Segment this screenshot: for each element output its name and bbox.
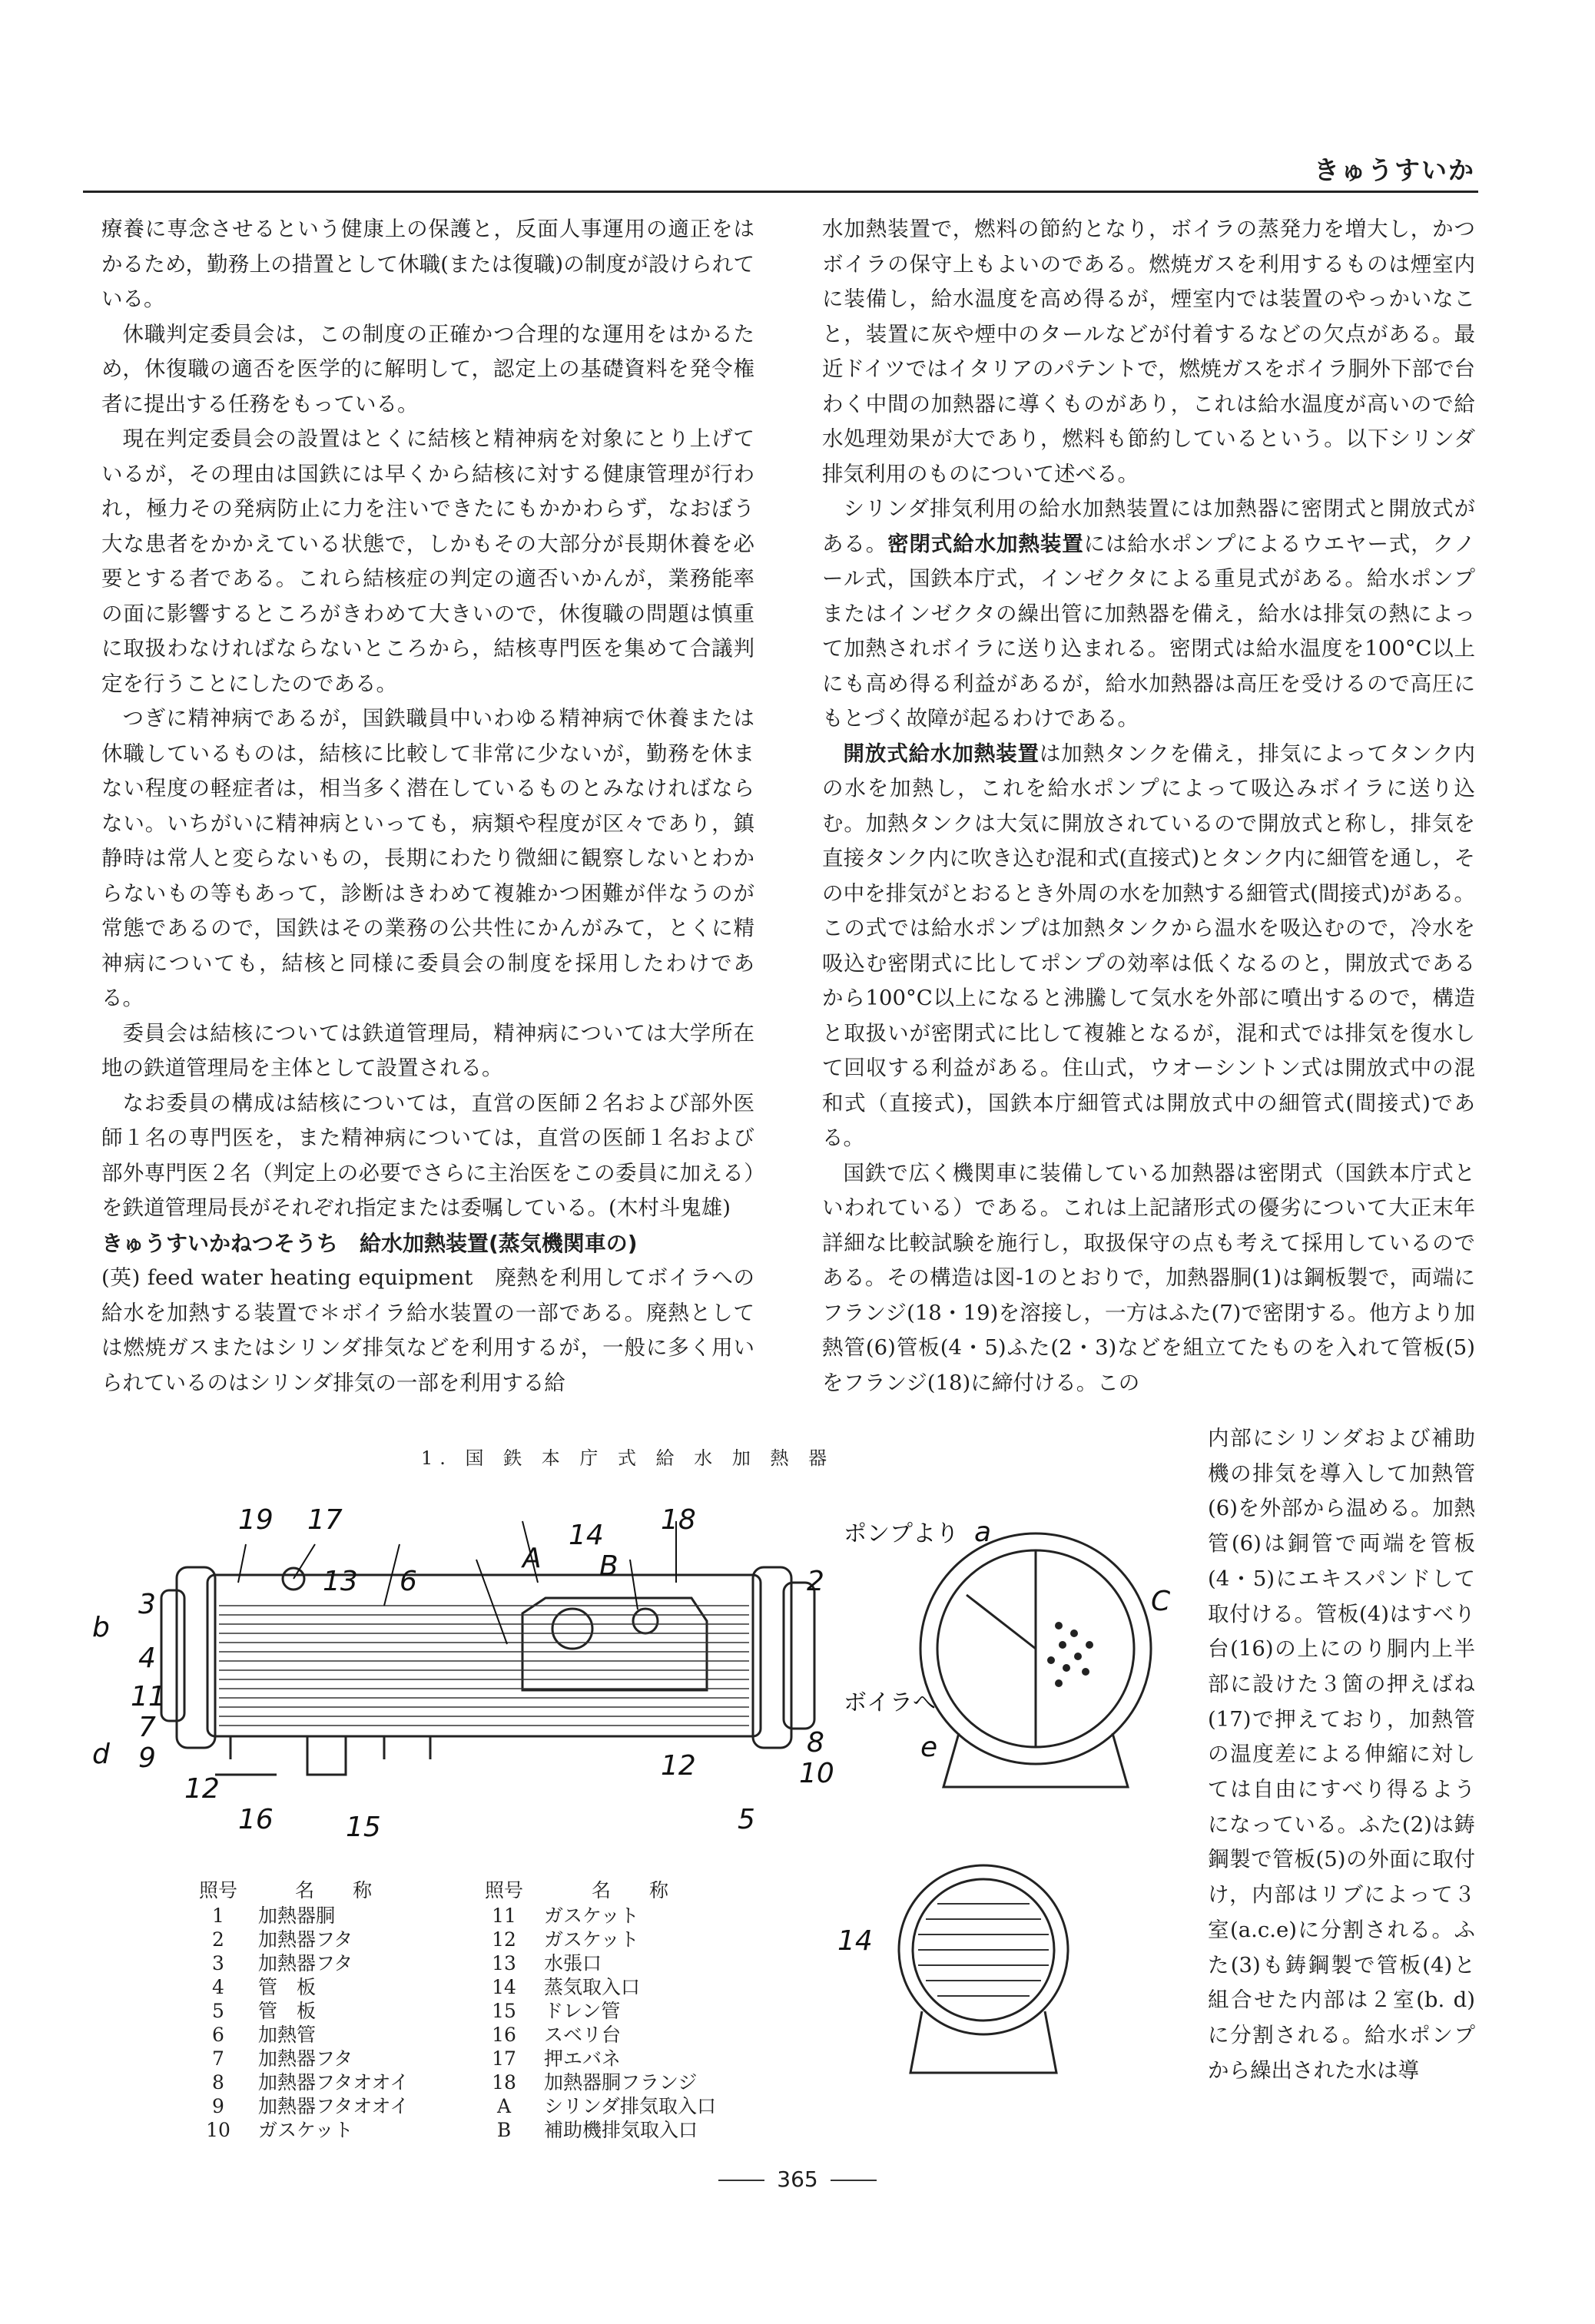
legend-row xyxy=(183,1928,413,1951)
tube-plate-view-drawing xyxy=(837,1842,1083,2096)
heater-end-view-drawing xyxy=(844,1480,1205,1833)
legend-name: 加熱器フタ xyxy=(258,1952,353,1974)
legend-name: ガスケット xyxy=(544,1905,639,1927)
callout-8: 8 xyxy=(807,1727,824,1759)
legend-name: 加熱器フタオオイ xyxy=(258,2095,410,2117)
legend-row xyxy=(469,1951,721,1975)
callout-16: 16 xyxy=(238,1804,274,1835)
legend-row xyxy=(183,1904,413,1928)
callout-15: 15 xyxy=(346,1812,381,1843)
legend-name: 加熱管 xyxy=(258,2024,317,2046)
entry-heading: きゅうすいかねつそうち 給水加熱装置(蒸気機関車の) xyxy=(101,1230,638,1256)
legend-no: 10 xyxy=(206,2119,230,2141)
figure-title: 1. 国 鉄 本 庁 式 給 水 加 熱 器 xyxy=(421,1447,834,1469)
legend-row xyxy=(183,2070,413,2094)
callout-14-lower: 14 xyxy=(837,1925,873,1957)
legend-no: 7 xyxy=(212,2047,224,2070)
running-head: きゅうすいか xyxy=(1314,155,1475,185)
legend-row xyxy=(469,2118,721,2142)
legend-name: 加熱器フタオオイ xyxy=(258,2071,410,2094)
legend-no: 4 xyxy=(212,1976,224,1998)
legend-no: 3 xyxy=(212,1952,224,1974)
paragraph: 休職判定委員会は，この制度の正確かつ合理的な運用をはかるため，休復職の適否を医学的に解明して，認定上の基礎資料を発令権者に提出する任務をもっている。 xyxy=(101,321,754,416)
legend-name: スベリ台 xyxy=(544,2024,622,2046)
paragraph xyxy=(822,492,1475,737)
legend-header-no: 照号 xyxy=(484,1879,523,1901)
legend-no: A xyxy=(496,2095,512,2117)
legend-name: 加熱器胴フランジ xyxy=(544,2071,698,2094)
callout-18: 18 xyxy=(661,1504,696,1536)
legend-row xyxy=(469,2047,721,2070)
legend-name: 押エバネ xyxy=(544,2047,622,2070)
legend-header xyxy=(183,1878,413,1904)
legend-name: 補助機排気取入口 xyxy=(544,2119,698,2141)
legend-no: 11 xyxy=(492,1905,516,1927)
legend-no: 17 xyxy=(492,2047,516,2070)
legend-no: 14 xyxy=(492,1976,516,1998)
callout-b-upper: B xyxy=(599,1550,618,1582)
legend-no: B xyxy=(496,2119,512,2141)
legend-no: 16 xyxy=(492,2024,516,2046)
entry-text: (英) feed water heating equipment 廃熱を利用してボイラへの給水を加熱する装置で＊ボイラ給水装置の一部である。廃熱としては燃焼ガスまたはシリンダ排気などを利用するが，一般に多く用いられているのはシリンダ排気の一部を利用する給 xyxy=(101,1265,754,1395)
legend-no: 8 xyxy=(212,2071,224,2094)
callout-a-upper: A xyxy=(522,1543,542,1574)
boiler-outlet-label: ボイラへ xyxy=(844,1689,936,1716)
legend-no: 15 xyxy=(492,2000,516,2022)
text-run: には給水ポンプによるウエヤー式，クノール式，国鉄本庁式，インゼクタによる重見式がある。給水ポンプまたはインゼクタの繰出管に加熱器を備え，給水は排気の熱によって加熱されボイラに送り込まれる。密閉式は給水温度を100°C以上にも高め得る利益があるが，給水加熱器は高圧を受けるので高圧にもとづく故障が起るわけである。 xyxy=(822,531,1476,731)
legend-name: シリンダ排気取入口 xyxy=(544,2095,717,2117)
legend-no: 18 xyxy=(492,2071,516,2094)
legend-row xyxy=(183,2118,413,2142)
legend-name: 水張口 xyxy=(544,1952,602,1974)
callout-2: 2 xyxy=(807,1566,824,1597)
legend-row xyxy=(469,2094,721,2118)
legend-no: 1 xyxy=(212,1905,224,1927)
legend-row xyxy=(469,1975,721,1999)
legend-no: 9 xyxy=(212,2095,224,2117)
paragraph: 内部にシリンダおよび補助機の排気を導入して加熱管(6)を外部から温める。加熱管(6)は銅管で両端を管板(4・5)にエキスパンドして取付ける。管板(4)はすべり台(16)の上にのり胴内上半部に設けた３箇の押えばね(17)で押えており，加熱管の温度差による伸縮に対しては自由にすべり得るようになっている。ふた(2)は鋳鋼製で管板(5)の外面に取付け，内部はリブによって３室(a.c.e)に分割される。ふた(3)も鋳鋼製で管板(4)と組合せた内部は２室(b. d)に分割される。給水ポンプから繰出された水は導 xyxy=(1208,1426,1475,2083)
legend-row xyxy=(469,1999,721,2023)
callout-7: 7 xyxy=(138,1712,156,1743)
legend-name: 管 板 xyxy=(258,2000,317,2022)
callout-b: b xyxy=(92,1612,110,1643)
legend-header-name: 名 称 xyxy=(592,1879,669,1901)
right-column xyxy=(822,212,1475,1401)
callout-e: e xyxy=(920,1732,938,1763)
callout-19: 19 xyxy=(238,1504,274,1536)
legend-no: 6 xyxy=(212,2024,224,2046)
paragraph: 現在判定委員会の設置はとくに結核と精神病を対象にとり上げているが，その理由は国鉄には早くから結核に対する健康管理が行われ，極力その発病防止に力を注いできたにもかかわらず，なおぼう大な患者をかかえている状態で，しかもその大部分が長期休養を必要とする者である。これら結核症の判定の適否いかんが，業務能率の面に影響するところがきわめて大きいので，休復職の問題は慎重に取扱わなければならないところから，結核専門医を集めて合議判定を行うことにしたのである。 xyxy=(101,426,754,696)
legend-name: ガスケット xyxy=(544,1928,639,1951)
callout-12: 12 xyxy=(661,1750,696,1782)
legend-row xyxy=(183,1951,413,1975)
paragraph: 国鉄で広く機関車に装備している加熱器は密閉式（国鉄本庁式といわれている）である。これは上記諸形式の優劣について大正末年詳細な比較試験を施行し，取扱保守の点も考えて採用しているのである。その構造は図-1のとおりで，加熱器胴(1)は鋼板製で，両端にフランジ(18・19)を溶接し，一方はふた(7)で密閉する。他方より加熱管(6)管板(4・5)ふた(2・3)などを組立てたものを入れて管板(5)をフランジ(18)に締付ける。この xyxy=(822,1160,1475,1395)
callout-5: 5 xyxy=(738,1804,755,1835)
callout-a-lower: a xyxy=(974,1517,992,1548)
legend-row xyxy=(183,1975,413,1999)
paragraph xyxy=(822,737,1475,1156)
legend-row xyxy=(469,2070,721,2094)
legend-name: ドレン管 xyxy=(544,2000,621,2022)
narrow-column xyxy=(1208,1421,1475,2088)
legend-row xyxy=(469,1928,721,1951)
page-number-rule xyxy=(831,2180,877,2181)
keyword: 密閉式給水加熱装置 xyxy=(887,531,1084,556)
page-number-rule xyxy=(718,2180,764,2181)
legend-header xyxy=(469,1878,721,1904)
paragraph: 療養に専念させるという健康上の保護と，反面人事運用の適正をはかるため，勤務上の措置として休職(または復職)の制度が設けられている。 xyxy=(101,217,754,311)
paragraph: なお委員の構成は結核については，直営の医師２名および部外医師１名の専門医を，また精神病については，直営の医師１名および部外専門医２名（判定上の必要でさらに主治医をこの委員に加える）を鉄道管理局長がそれぞれ指定または委嘱している。(木村斗鬼雄) xyxy=(101,1090,754,1220)
paragraph: 水加熱装置で，燃料の節約となり，ボイラの蒸発力を増大し，かつボイラの保守上もよいのである。燃焼ガスを利用するものは煙室内に装備し，給水温度を高め得るが，煙室内では装置のやっかいなこと，装置に灰や煙中のタールなどが付着するなどの欠点がある。最近ドイツではイタリアのパテントで，燃焼ガスをボイラ胴外下部で台わく中間の加熱器に導くものがあり，これは給水温度が高いので給水処理効果が大であり，燃料も節約しているという。以下シリンダ排気利用のものについて述べる。 xyxy=(822,217,1475,486)
callout-9: 9 xyxy=(138,1742,156,1774)
callout-6: 6 xyxy=(400,1566,417,1597)
legend-table-left xyxy=(183,1878,413,2142)
page-number xyxy=(0,2167,1595,2192)
legend-header-name: 名 称 xyxy=(295,1879,373,1901)
keyword: 開放式給水加熱装置 xyxy=(843,741,1040,766)
legend-name: ガスケット xyxy=(258,2119,353,2141)
callout-4: 4 xyxy=(138,1643,156,1674)
callout-13: 13 xyxy=(323,1566,358,1597)
legend-name: 加熱器フタ xyxy=(258,2047,353,2070)
page-number-text: 365 xyxy=(777,2167,818,2192)
legend-row xyxy=(183,2047,413,2070)
legend-no: 5 xyxy=(212,2000,224,2022)
callout-12: 12 xyxy=(184,1773,220,1805)
paragraph: つぎに精神病であるが，国鉄職員中いわゆる精神病で休養または休職しているものは，結核に比較して非常に少ないが，勤務を休まない程度の軽症者は，相当多く潜在しているものとみなければならない。いちがいに精神病といっても，病類や程度が区々であり，鎮静時は常人と変らないもの，長期にわたり微細に観察しないとわからないもの等もあって，診断はきわめて複雑かつ困難が伴なうのが常態であるので，国鉄はその業務の公共性にかんがみて，とくに精神病についても，結核と同様に委員会の制度を採用したわけである。 xyxy=(101,706,754,1010)
legend-row xyxy=(183,2023,413,2047)
text-run: シリンダ排気利用の給水加熱装置には加熱器に密閉式と開放式がある。 xyxy=(822,496,1475,556)
legend-name: 蒸気取入口 xyxy=(544,1976,641,1998)
callout-17: 17 xyxy=(307,1504,343,1536)
callout-c: C xyxy=(1151,1586,1171,1617)
callout-14: 14 xyxy=(569,1520,604,1551)
pump-inlet-label: ポンプより xyxy=(844,1520,959,1547)
legend-no: 2 xyxy=(212,1928,224,1951)
legend-table-right xyxy=(469,1878,721,2142)
heater-side-view-drawing xyxy=(92,1475,861,1859)
header-rule xyxy=(83,191,1478,193)
legend-name: 管 板 xyxy=(258,1976,317,1998)
callout-11: 11 xyxy=(131,1681,166,1712)
legend-row xyxy=(183,1999,413,2023)
legend-row xyxy=(183,2094,413,2118)
callout-3: 3 xyxy=(138,1589,156,1620)
legend-no: 12 xyxy=(492,1928,516,1951)
legend-no: 13 xyxy=(492,1952,516,1974)
legend-name: 加熱器胴 xyxy=(258,1905,336,1927)
legend-row xyxy=(469,2023,721,2047)
text-run: は加熱タンクを備え，排気によってタンク内の水を加熱し，これを給水ポンプによって吸込みボイラに送り込む。加熱タンクは大気に開放されているので開放式と称し，排気を直接タンク内に吹き込む混和式(直接式)とタンク内に細管を通し，その中を排気がとおるとき外周の水を加熱する細管式(間接式)がある。この式では給水ポンプは加熱タンクから温水を吸込むので，冷水を吸込む密閉式に比してポンプの効率は低くなるのと，開放式であるから100°C以上になると沸騰して気水を外部に噴出するので，構造と取扱いが密閉式に比して複雑となるが，混和式では排気を復水して回収する利益がある。住山式，ウオーシントン式は開放式中の混和式（直接式)，国鉄本庁細管式は開放式中の細管式(間接式)である。 xyxy=(822,741,1475,1150)
paragraph: 委員会は結核については鉄道管理局，精神病については大学所在地の鉄道管理局を主体として設置される。 xyxy=(101,1020,754,1080)
callout-10: 10 xyxy=(799,1758,834,1789)
legend-row xyxy=(469,1904,721,1928)
left-column xyxy=(101,212,754,1401)
legend-name: 加熱器フタ xyxy=(258,1928,353,1951)
callout-d: d xyxy=(92,1739,110,1770)
legend-header-no: 照号 xyxy=(198,1879,237,1901)
